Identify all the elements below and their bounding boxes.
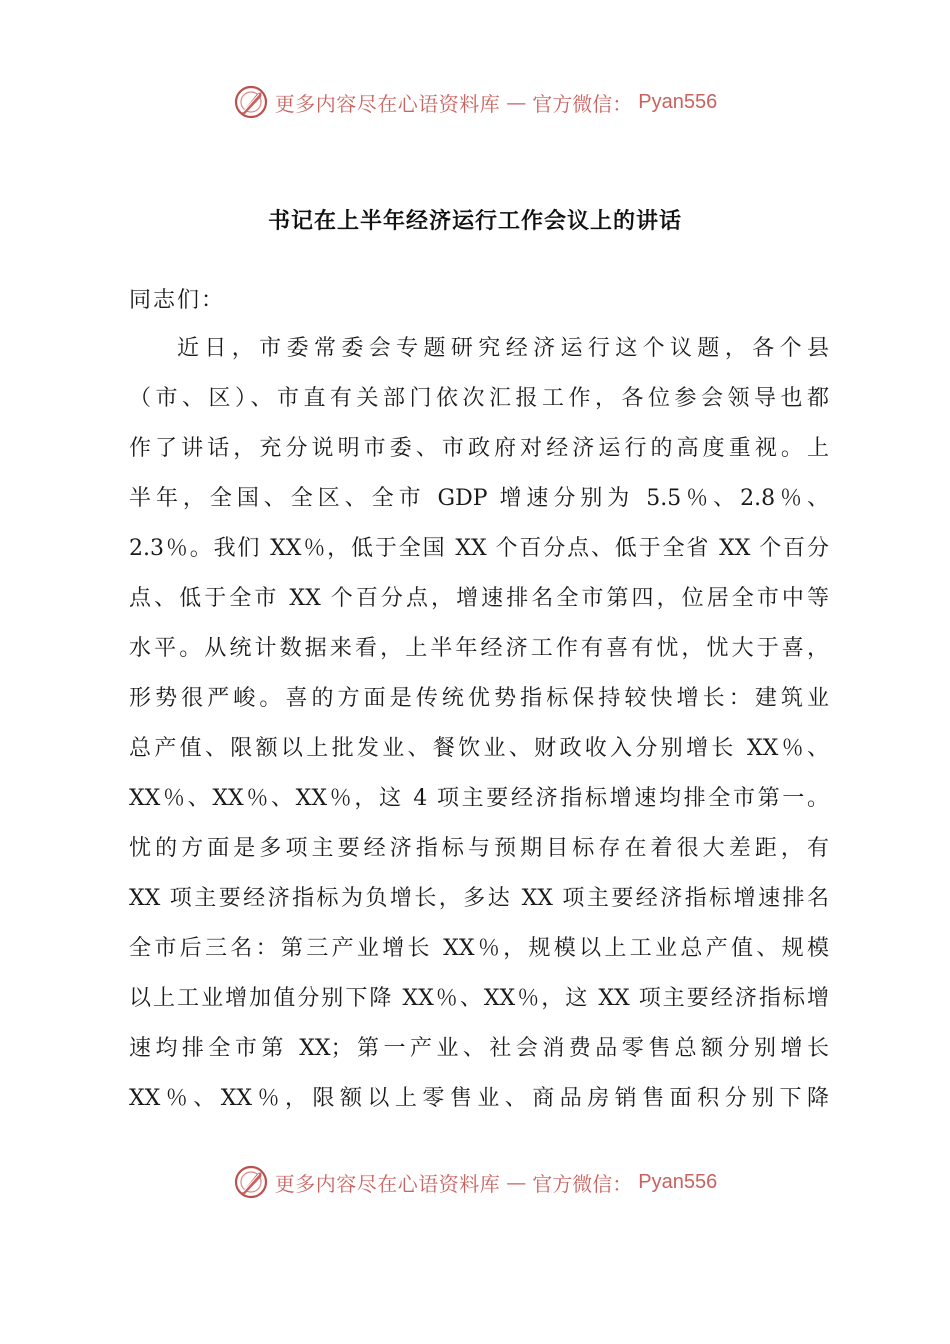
body-line: 忧的方面是多项主要经济指标与预期目标存在着很大差距，有	[129, 836, 829, 861]
body-line: XX％、XX％，限额以上零售业、商品房销售面积分别下降	[129, 1086, 829, 1111]
watermark-sub-text: 官方微信：	[532, 1171, 633, 1196]
watermark-wechat-id: Pyan556	[638, 1170, 718, 1193]
watermark-banner-top	[0, 80, 950, 124]
watermark-banner-bottom	[0, 1160, 950, 1204]
body-line: 速均排全市第 XX；第一产业、社会消费品零售总额分别增长	[129, 1036, 829, 1061]
body-line: 作了讲话，充分说明市委、市政府对经济运行的高度重视。上	[129, 436, 829, 461]
body-line: 以上工业增加值分别下降 XX％、XX％，这 XX 项主要经济指标增	[129, 986, 829, 1011]
body-line: 近日，市委常委会专题研究经济运行这个议题，各个县	[177, 336, 829, 361]
body-line: 2.3％。我们 XX％，低于全国 XX 个百分点、低于全省 XX 个百分	[129, 536, 829, 561]
watermark-wechat-id: Pyan556	[638, 90, 718, 113]
body-line: （市、区）、市直有关部门依次汇报工作，各位参会领导也都	[129, 386, 829, 411]
body-line: XX 项主要经济指标为负增长，多达 XX 项主要经济指标增速排名	[129, 886, 829, 911]
body-line: 半年，全国、全区、全市 GDP 增速分别为 5.5％、2.8％、	[129, 486, 829, 511]
document-title: 书记在上半年经济运行工作会议上的讲话	[267, 208, 682, 234]
body-line: 水平。从统计数据来看，上半年经济工作有喜有忧，忧大于喜，	[129, 636, 829, 661]
body-line: 点、低于全市 XX 个百分点，增速排名全市第四，位居全市中等	[129, 586, 829, 611]
quill-logo-icon	[233, 1164, 269, 1200]
body-text	[129, 332, 829, 1132]
watermark-dash: —	[506, 1170, 527, 1194]
body-line: XX％、XX％、XX％，这 4 项主要经济指标增速均排全市第一。	[129, 786, 829, 811]
body-line: 形势很严峻。喜的方面是传统优势指标保持较快增长：建筑业	[129, 686, 829, 711]
quill-logo-icon	[233, 84, 269, 120]
watermark-main-text: 更多内容尽在心语资料库	[274, 1171, 501, 1196]
body-line: 全市后三名：第三产业增长 XX％，规模以上工业总产值、规模	[129, 936, 829, 961]
body-line: 总产值、限额以上批发业、餐饮业、财政收入分别增长 XX％、	[129, 736, 829, 761]
watermark-main-text: 更多内容尽在心语资料库	[274, 91, 501, 116]
watermark-dash: —	[506, 90, 527, 114]
salutation: 同志们：	[129, 288, 226, 313]
watermark-sub-text: 官方微信：	[532, 91, 633, 116]
